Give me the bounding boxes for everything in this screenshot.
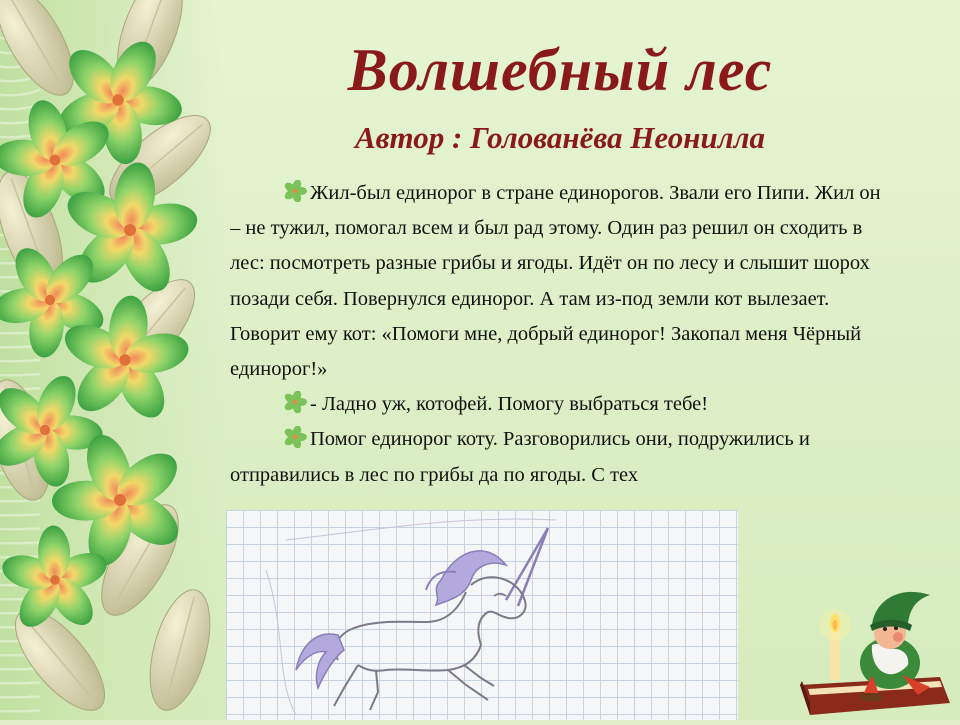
- gnome-icon: [790, 585, 960, 720]
- flower-bullet-icon: [282, 391, 308, 413]
- author-line: Автор : Голованёва Неонилла: [354, 120, 766, 155]
- paragraph-text: - Ладно уж, котофей. Помогу выбраться тебе!: [310, 393, 709, 416]
- story-paragraph: [230, 176, 890, 387]
- story-text: [230, 176, 890, 510]
- page-title: Волшебный лес: [347, 37, 773, 103]
- unicorn-drawing: [226, 510, 738, 720]
- flower-bullet-icon: [282, 180, 308, 202]
- flower-border-icon: [0, 0, 225, 720]
- story-paragraph: [230, 422, 890, 492]
- paragraph-text: Помог единорог коту. Разговорились они, подружились и отправились в лес по грибы да по ягоды. С тех: [230, 428, 810, 486]
- paragraph-text: Жил-был единорог в стране единорогов. Звали его Пипи. Жил он – не тужил, помогал всем и был рад этому. Один раз решил он сходить в лес: посмотреть разные грибы и ягоды. Идёт он по лесу и слышит шорох позади себя. Повернулся единорог. А там из-под земли кот вылезает. Говорит ему кот: «Помоги мне, добрый единорог! Закопал меня Чёрный единорог!»: [230, 182, 881, 381]
- unicorn-icon: [226, 510, 738, 720]
- story-paragraph: [230, 387, 890, 422]
- flower-bullet-icon: [282, 426, 308, 448]
